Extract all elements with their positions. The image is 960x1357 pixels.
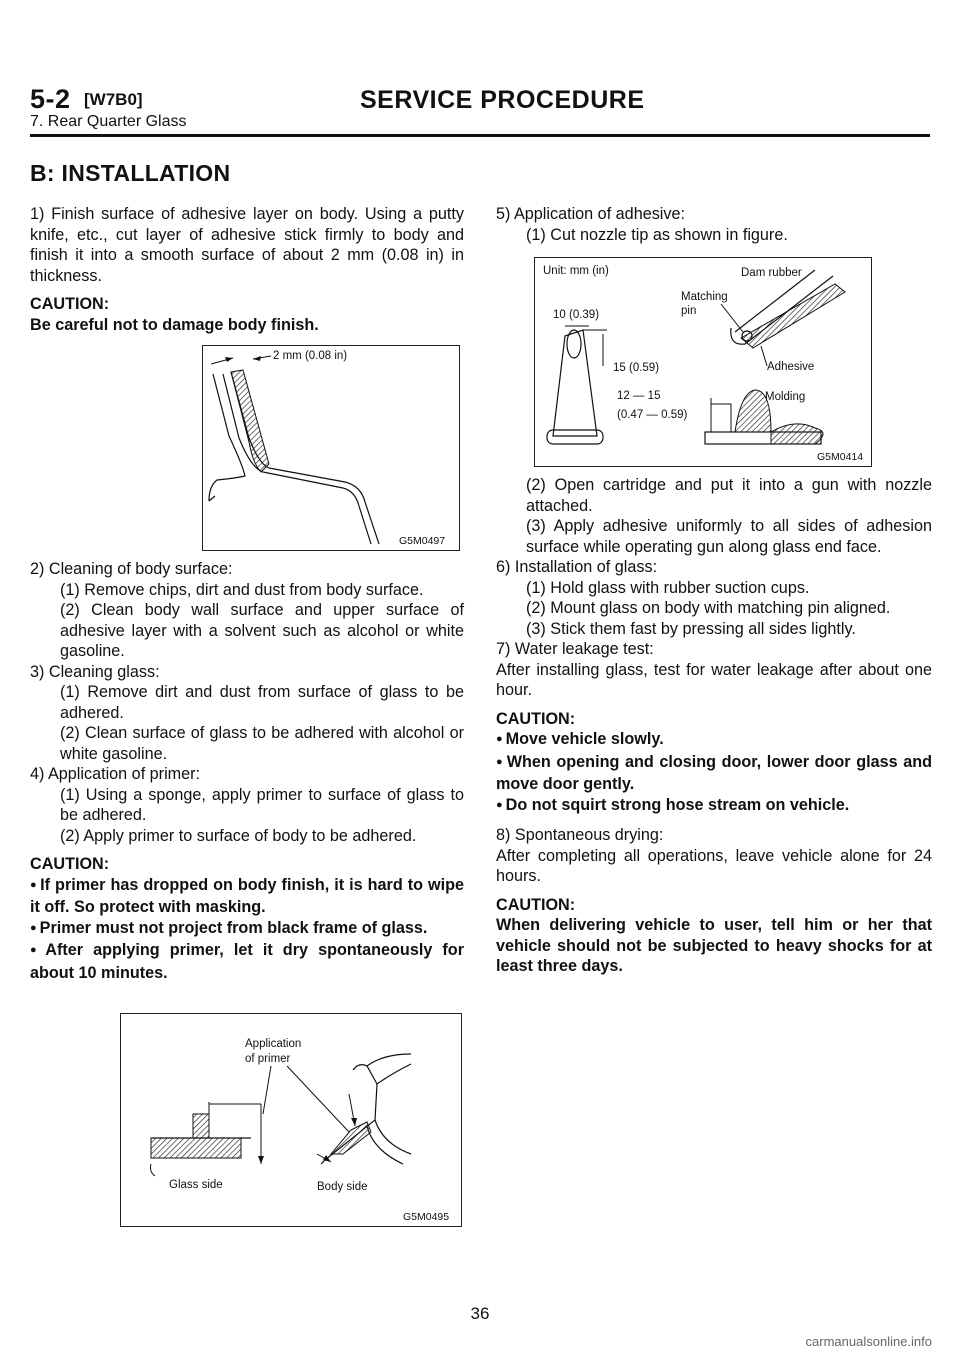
section-number: 5-2 xyxy=(30,84,71,114)
step-3: 3) Cleaning glass: xyxy=(30,662,160,681)
header-rule xyxy=(30,134,930,137)
caution-label: CAUTION: xyxy=(30,295,110,313)
adhesive-label: Adhesive xyxy=(767,361,815,373)
figure-id: G5M0495 xyxy=(403,1211,450,1223)
figure-adhesive-layer xyxy=(202,345,460,551)
section-title: B: INSTALLATION xyxy=(30,160,231,186)
step-5-2: (2) Open cartridge and put it into a gun with nozzle attached. xyxy=(526,476,932,515)
watermark-link[interactable]: carmanualsonline.info xyxy=(805,1334,932,1349)
nozzle-cut-diagram xyxy=(535,258,871,466)
caution-item: ● Primer must not project from black frame of glass. xyxy=(30,918,464,941)
right-column xyxy=(496,204,932,977)
glass-side-label: Glass side xyxy=(169,1179,223,1191)
figure-primer-application xyxy=(120,1013,462,1227)
step-3-2: (2) Clean surface of glass to be adhered with alcohol or white gasoline. xyxy=(60,724,464,763)
caution-label: CAUTION: xyxy=(496,895,576,914)
step-5-1: (1) Cut nozzle tip as shown in figure. xyxy=(526,225,788,244)
dimension-label: 12 — 15 xyxy=(617,390,661,402)
header-title: SERVICE PROCEDURE xyxy=(360,86,645,114)
step-8: 8) Spontaneous drying: xyxy=(496,826,664,844)
caution-item: ● If primer has dropped on body finish, it is hard to wipe it off. So protect with masking. xyxy=(30,875,464,918)
molding-label: Molding xyxy=(765,391,806,403)
caution-text: Be careful not to damage body finish. xyxy=(30,315,319,334)
step-8-text: After completing all operations, leave vehicle alone for 24 hours. xyxy=(496,846,932,885)
step-4-1: (1) Using a sponge, apply primer to surface of glass to be adhered. xyxy=(60,785,464,824)
step-2: 2) Cleaning of body surface: xyxy=(30,560,233,578)
step-6: 6) Installation of glass: xyxy=(496,558,658,576)
dam-rubber-label: Dam rubber xyxy=(741,267,802,279)
step-7: 7) Water leakage test: xyxy=(496,640,654,658)
step-4: 4) Application of primer: xyxy=(30,765,201,783)
step-5: 5) Application of adhesive: xyxy=(496,205,685,223)
caution-item: ● When opening and closing door, lower door glass and move door gently. xyxy=(496,752,932,795)
figure-nozzle-cut xyxy=(534,257,872,467)
page-number: 36 xyxy=(470,1304,490,1323)
step-2-1: (1) Remove chips, dirt and dust from body surface. xyxy=(60,580,424,599)
section-code: [W7B0] xyxy=(84,90,143,109)
matching-pin-label: pin xyxy=(681,305,697,317)
step-2-2: (2) Clean body wall surface and upper surface of adhesive layer with a solvent such as alcohol or white gasoline. xyxy=(60,601,464,660)
header-subtitle: 7. Rear Quarter Glass xyxy=(30,113,187,130)
step-1: 1) Finish surface of adhesive layer on body. Using a putty knife, etc., cut layer of adhesive stick firmly to body and finish it into a smooth surface of about 2 mm (0.08 in) in thickness. xyxy=(30,205,464,285)
caution-label: CAUTION: xyxy=(30,855,110,873)
step-5-3: (3) Apply adhesive uniformly to all sides of adhesion surface while operating gun along glass end face. xyxy=(526,517,932,556)
step-7-text: After installing glass, test for water leakage after about one hour. xyxy=(496,660,932,699)
dimension-label: (0.47 — 0.59) xyxy=(617,409,688,421)
left-column xyxy=(30,204,464,1227)
matching-pin-label: Matching xyxy=(681,291,728,303)
adhesive-layer-diagram xyxy=(203,346,459,550)
dimension-label: 2 mm (0.08 in) xyxy=(273,350,348,362)
primer-application-diagram xyxy=(121,1014,461,1226)
figure-id: G5M0497 xyxy=(399,535,446,547)
caution-item: ● Move vehicle slowly. xyxy=(496,729,932,752)
step-6-2: (2) Mount glass on body with matching pin aligned. xyxy=(526,599,891,617)
application-label: Application xyxy=(245,1038,302,1050)
step-6-3: (3) Stick them fast by pressing all sides lightly. xyxy=(526,619,856,638)
caution-text: When delivering vehicle to user, tell him or her that vehicle should not be subjected to heavy shocks for at least three days. xyxy=(496,916,932,975)
body-side-label: Body side xyxy=(317,1181,368,1193)
step-4-2: (2) Apply primer to surface of body to be adhered. xyxy=(60,826,417,845)
dimension-label: 10 (0.39) xyxy=(553,309,600,321)
caution-label: CAUTION: xyxy=(496,709,576,728)
caution-item: ● After applying primer, let it dry spontaneously for about 10 minutes. xyxy=(30,940,464,983)
caution-item: ● Do not squirt strong hose stream on vehicle. xyxy=(496,795,932,818)
figure-id: G5M0414 xyxy=(817,451,864,463)
dimension-label: 15 (0.59) xyxy=(613,362,660,374)
step-6-1: (1) Hold glass with rubber suction cups. xyxy=(526,578,810,597)
application-label: of primer xyxy=(245,1053,291,1065)
step-3-1: (1) Remove dirt and dust from surface of glass to be adhered. xyxy=(60,683,464,722)
unit-label: Unit: mm (in) xyxy=(543,265,609,277)
